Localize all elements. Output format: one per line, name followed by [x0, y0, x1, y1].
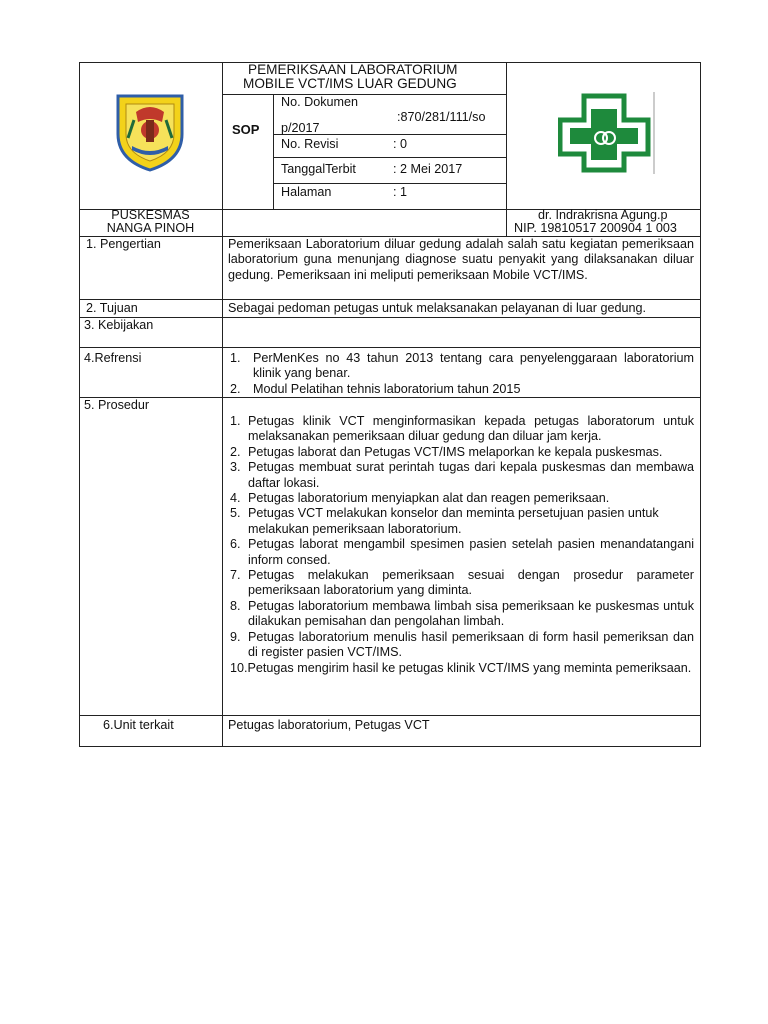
list-item: [230, 460, 694, 491]
tujuan-rule: [79, 317, 701, 318]
pengertian-text: Pemeriksaan Laboratorium diluar gedung adalah salah satu kegiatan pemeriksaan laboratorium guna menunjang diagnose suatu penyakit yang dilaksanakan diluar gedung. Pemeriksaan ini meliputi pemeriksaan Mobile VCT/IMS.: [228, 237, 694, 282]
prosedur-list: [230, 414, 694, 676]
doc-number-label: No. Dokumen: [281, 95, 358, 109]
tujuan-label: 2. Tujuan: [86, 301, 138, 315]
revisi-rule: [273, 157, 506, 158]
signer-name: dr. Indrakrisna Agung.p: [538, 208, 668, 222]
org-name-line1: PUSKESMAS: [111, 208, 190, 222]
list-item: [230, 414, 694, 445]
terbit-rule: [273, 183, 506, 184]
terbit-value: : 2 Mei 2017: [393, 162, 463, 176]
list-item-number: 8.: [230, 598, 241, 613]
unit-text: Petugas laboratorium, Petugas VCT: [228, 718, 430, 732]
list-item-number: 6.: [230, 537, 241, 552]
list-item-text: PerMenKes no 43 tahun 2013 tentang cara penyelenggaraan laboratorium klinik yang benar.: [253, 351, 694, 381]
unit-label: 6.Unit terkait: [103, 718, 174, 732]
list-item: [230, 537, 694, 568]
col-divider-sop: [273, 94, 274, 210]
org-name-line2: NANGA PINOH: [106, 221, 195, 235]
list-item-number: 1.: [230, 414, 241, 428]
puskesmas-cross-icon: [558, 92, 656, 174]
title-rule: [222, 94, 507, 95]
referensi-list: [230, 351, 694, 397]
list-item-text: Petugas melakukan pemeriksaan sesuai dengan prosedur parameter pemeriksaan laboratorium yang diminta.: [248, 568, 694, 598]
list-item-text: Petugas laborat dan Petugas VCT/IMS melaporkan ke kepala puskesmas.: [248, 444, 663, 459]
pengertian-label: 1. Pengertian: [86, 237, 161, 251]
doc-title-line1: PEMERIKSAAN LABORATORIUM: [248, 62, 458, 77]
list-item-number: 7.: [230, 568, 241, 583]
halaman-label: Halaman: [281, 185, 332, 199]
border-bottom: [79, 746, 701, 747]
list-item-number: 2.: [230, 381, 241, 396]
list-item-text: Modul Pelatihan tehnis laboratorium tahun 2015: [253, 381, 521, 396]
list-item-text: Petugas VCT melakukan konselor dan meminta persetujuan pasien untuk melakukan pemeriksaan laboratorium.: [248, 506, 659, 536]
referensi-label: 4.Refrensi: [84, 351, 142, 365]
list-item: [230, 506, 694, 537]
list-item-text: Petugas laborat mengambil spesimen pasien setelah pasien menandatangani inform consed.: [248, 537, 694, 567]
list-item-number: 2.: [230, 444, 241, 459]
regional-crest-icon: [112, 90, 188, 172]
revisi-label: No. Revisi: [281, 137, 339, 151]
col-divider-left: [222, 62, 223, 747]
prosedur-rule: [79, 715, 701, 716]
list-item-text: Petugas laboratorium menulis hasil pemeriksaan di form hasil pemeriksan dan di register pasien VCT/IMS.: [248, 629, 694, 660]
doc-number-value: :870/281/111/so: [397, 110, 486, 124]
pengertian-rule: [79, 299, 701, 300]
sop-label: SOP: [232, 122, 260, 137]
doc-title-line2: MOBILE VCT/IMS LUAR GEDUNG: [243, 76, 457, 91]
list-item-number: 5.: [230, 506, 241, 521]
list-item-number: 9.: [230, 629, 241, 644]
list-item: [230, 599, 694, 630]
kebijakan-rule: [79, 347, 701, 348]
terbit-label: TanggalTerbit: [281, 162, 356, 176]
border-left: [79, 62, 80, 747]
list-item-last: 10.Petugas mengirim hasil ke petugas klinik VCT/IMS yang meminta pemeriksaan.: [230, 660, 692, 675]
list-item-text: Petugas klinik VCT menginformasikan kepada petugas laboratorum untuk melaksanakan pemeriksaan diluar gedung dan diluar jam kerja.: [248, 414, 694, 444]
list-item-text: Petugas laboratorium menyiapkan alat dan reagen pemeriksaan.: [248, 491, 610, 506]
signer-nip: NIP. 19810517 200904 1 003: [514, 221, 677, 235]
kebijakan-label: 3. Kebijakan: [84, 318, 154, 332]
doc-number-value-cont: p/2017: [281, 121, 320, 135]
list-item: [230, 568, 694, 599]
list-item: [230, 630, 694, 661]
tujuan-text: Sebagai pedoman petugas untuk melaksanakan pelayanan di luar gedung.: [228, 301, 647, 315]
list-item-number: 4.: [230, 491, 241, 506]
list-item: [230, 382, 694, 397]
revisi-value: : 0: [393, 137, 408, 151]
list-item: [230, 491, 694, 506]
list-item-text: Petugas laboratorium membawa limbah sisa pemeriksaan ke puskesmas untuk dilakukan pemisahan dan pengolahan limbah.: [248, 598, 694, 629]
list-item-number: 3.: [230, 460, 241, 475]
list-item-number: 1.: [230, 351, 241, 365]
list-item: [230, 445, 694, 460]
prosedur-label: 5. Prosedur: [84, 398, 150, 412]
list-item: [230, 351, 694, 382]
list-item-text: Petugas membuat surat perintah tugas dari kepala puskesmas dan membawa daftar lokasi.: [248, 460, 694, 490]
halaman-value: : 1: [393, 185, 408, 199]
border-right: [700, 62, 701, 747]
